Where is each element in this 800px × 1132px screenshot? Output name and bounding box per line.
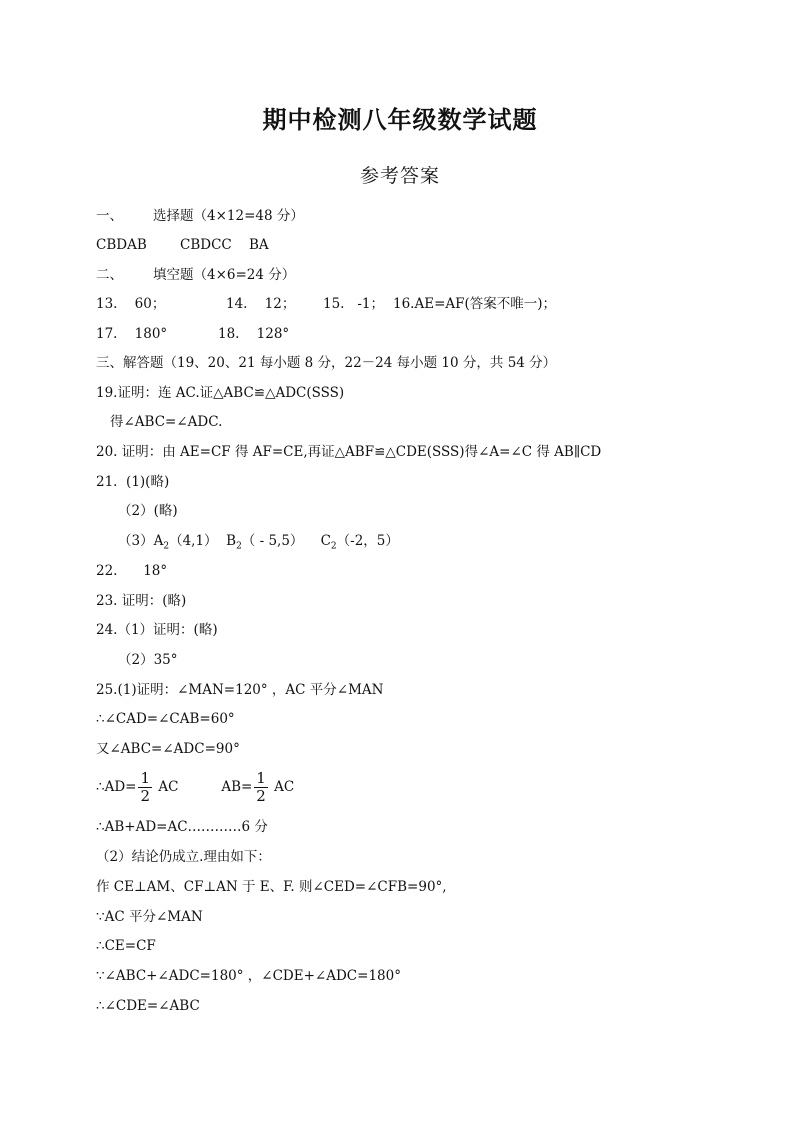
answer-22: 22. 18° bbox=[96, 563, 168, 579]
answer-25-line-1: 25.(1)证明：∠MAN=120° ，AC 平分∠MAN bbox=[96, 682, 384, 698]
choice-answers-1: CBDAB bbox=[96, 237, 147, 253]
answer-25-line-2: ∴∠CAD=∠CAB=60° bbox=[96, 711, 235, 727]
answer-25-fraction-line: ∴AD= $\frac{1}{2}$ AC AB= $\frac{1}{2}$ AC bbox=[96, 769, 295, 805]
fill-answer-18: 18. 128° bbox=[218, 326, 290, 342]
fill-answer-14: 14. 12； bbox=[226, 296, 296, 312]
answer-25-line-7: 作 CE⊥AM、CF⊥AN 于 E、F. 则∠CED=∠CFB=90°, bbox=[96, 879, 447, 895]
answer-24-part-2: （2）35° bbox=[118, 652, 178, 668]
answer-20: 20. 证明：由 AE=CF 得 AF=CE,再证△ABF≌△CDE(SSS)得∠A=∠C 得 AB∥CD bbox=[96, 444, 602, 460]
fill-answer-16: 16.AE=AF(答案不唯一)； bbox=[393, 296, 557, 312]
answer-19-line-1: 19.证明：连 AC.证△ABC≌△ADC(SSS) bbox=[96, 385, 345, 401]
answer-21-part-1: 21. (1)(略) bbox=[96, 474, 170, 490]
answer-19-line-2: 得∠ABC=∠ADC. bbox=[110, 414, 223, 430]
answer-21-part-3: $(3)A_2(4,1)$ $B_2( - 5,5)$ $C_2(-2$，5） bbox=[118, 533, 399, 552]
answer-25-line-11: ∴∠CDE=∠ABC bbox=[96, 998, 200, 1014]
page-subtitle: 参考答案 bbox=[359, 165, 440, 187]
choice-answers-2: CBDCC bbox=[180, 237, 232, 253]
section-one-heading: 选择题（4×12=48 分） bbox=[153, 208, 304, 224]
answer-25-part-2-heading: （2）结论仍成立.理由如下： bbox=[96, 849, 271, 865]
page-title: 期中检测八年级数学试题 bbox=[262, 106, 538, 134]
section-three-heading: 三、解答题（19、20、21 每小题 8 分，22－24 每小题 10 分，共 54 分） bbox=[96, 355, 557, 371]
fill-answer-15: 15. -1； bbox=[323, 296, 384, 312]
section-two-number: 二、 bbox=[96, 267, 123, 283]
fill-answer-17: 17. 180° bbox=[96, 326, 168, 342]
answer-25-line-9: ∴CE=CF bbox=[96, 938, 156, 954]
answer-21-part-2: （2）(略) bbox=[118, 503, 178, 519]
answer-23: 23. 证明：(略) bbox=[96, 593, 187, 609]
section-two-heading: 填空题（4×6=24 分） bbox=[153, 267, 296, 283]
answer-25-line-10: ∵∠ABC+∠ADC=180° ，∠CDE+∠ADC=180° bbox=[96, 968, 401, 984]
answer-24-part-1: 24.（1）证明：(略) bbox=[96, 622, 218, 638]
fill-answer-13: 13. 60； bbox=[96, 296, 166, 312]
choice-answers-3: BA bbox=[249, 237, 269, 253]
answer-25-line-8: ∵AC 平分∠MAN bbox=[96, 909, 203, 925]
section-one-number: 一、 bbox=[96, 208, 123, 224]
fraction-one-half-2: $\frac{1}{2}$ bbox=[256, 769, 266, 805]
answer-25-line-5: ∴AB+AD=AC…………6 分 bbox=[96, 819, 268, 835]
fraction-one-half: $\frac{1}{2}$ bbox=[140, 769, 151, 805]
answer-25-line-3: 又∠ABC=∠ADC=90° bbox=[96, 741, 240, 757]
